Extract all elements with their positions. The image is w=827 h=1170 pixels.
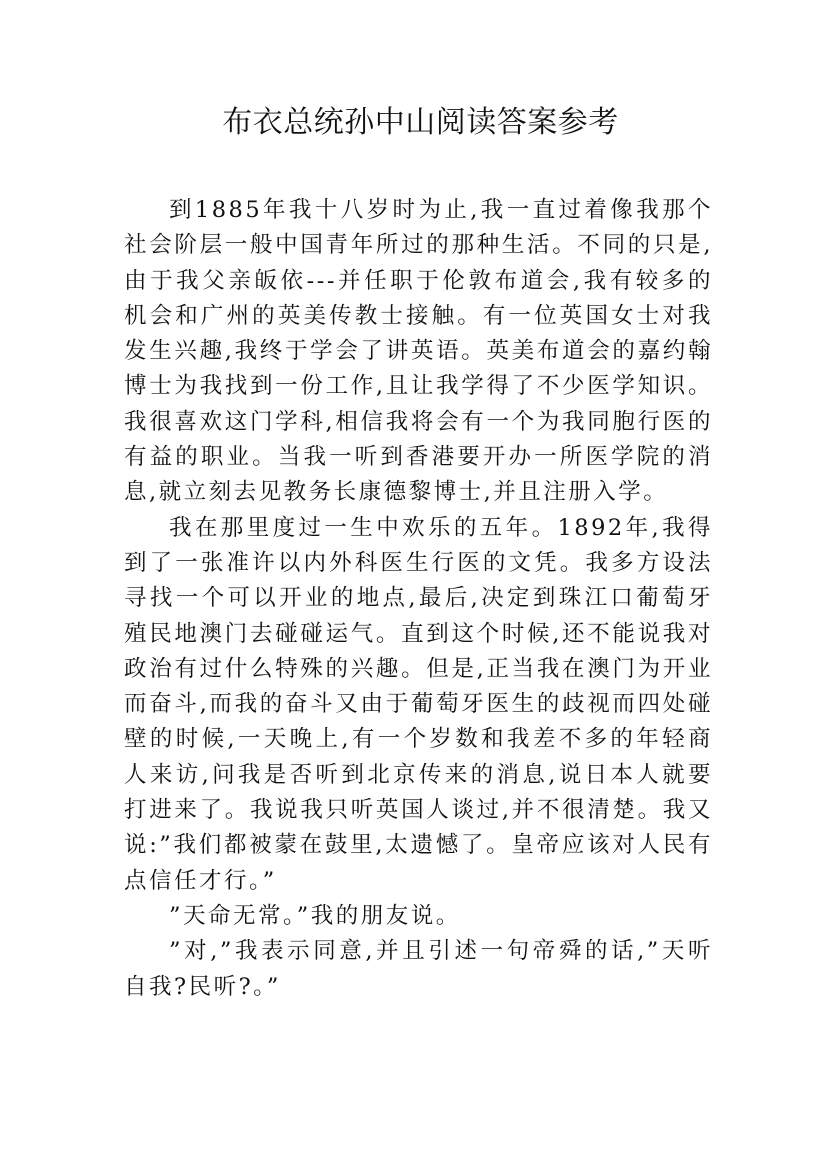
paragraph: 到1885年我十八岁时为止,我一直过着像我那个社会阶层一般中国青年所过的那种生活。不同的只是,由于我父亲皈依---并任职于伦敦布道会,我有较多的机会和广州的英美传教士接触。有一位英国女士对我发生兴趣,我终于学会了讲英语。英美布道会的嘉约翰博士为我找到一份工作,且让我学得了不少医学知识。我很喜欢这门学科,相信我将会有一个为我同胞行医的有益的职业。当我一听到香港要开办一所医学院的消息,就立刻去见教务长康德黎博士,并且注册入学。 <box>124 197 713 506</box>
article-body <box>124 193 713 1005</box>
page-title: 布衣总统孙中山阅读答案参考 <box>222 105 619 140</box>
paragraph: 我在那里度过一生中欢乐的五年。1892年,我得到了一张准许以内外科医生行医的文凭。我多方设法寻找一个可以开业的地点,最后,决定到珠江口葡萄牙殖民地澳门去碰碰运气。直到这个时候,还不能说我对政治有过什么特殊的兴趣。但是,正当我在澳门为开业而奋斗,而我的奋斗又由于葡萄牙医生的歧视而四处碰壁的时候,一天晚上,有一个岁数和我差不多的年轻商人来访,问我是否听到北京传来的消息,说日本人就要打进来了。我说我只听英国人谈过,并不很清楚。我又说:”我们都被蒙在鼓里,太遗憾了。皇帝应该对人民有点信任才行。” <box>124 514 713 894</box>
paragraph: ”天命无常。”我的朋友说。 <box>169 902 461 929</box>
paragraph: ”对,”我表示同意,并且引述一句帝舜的话,”天听自我?民听?。” <box>124 938 713 1000</box>
